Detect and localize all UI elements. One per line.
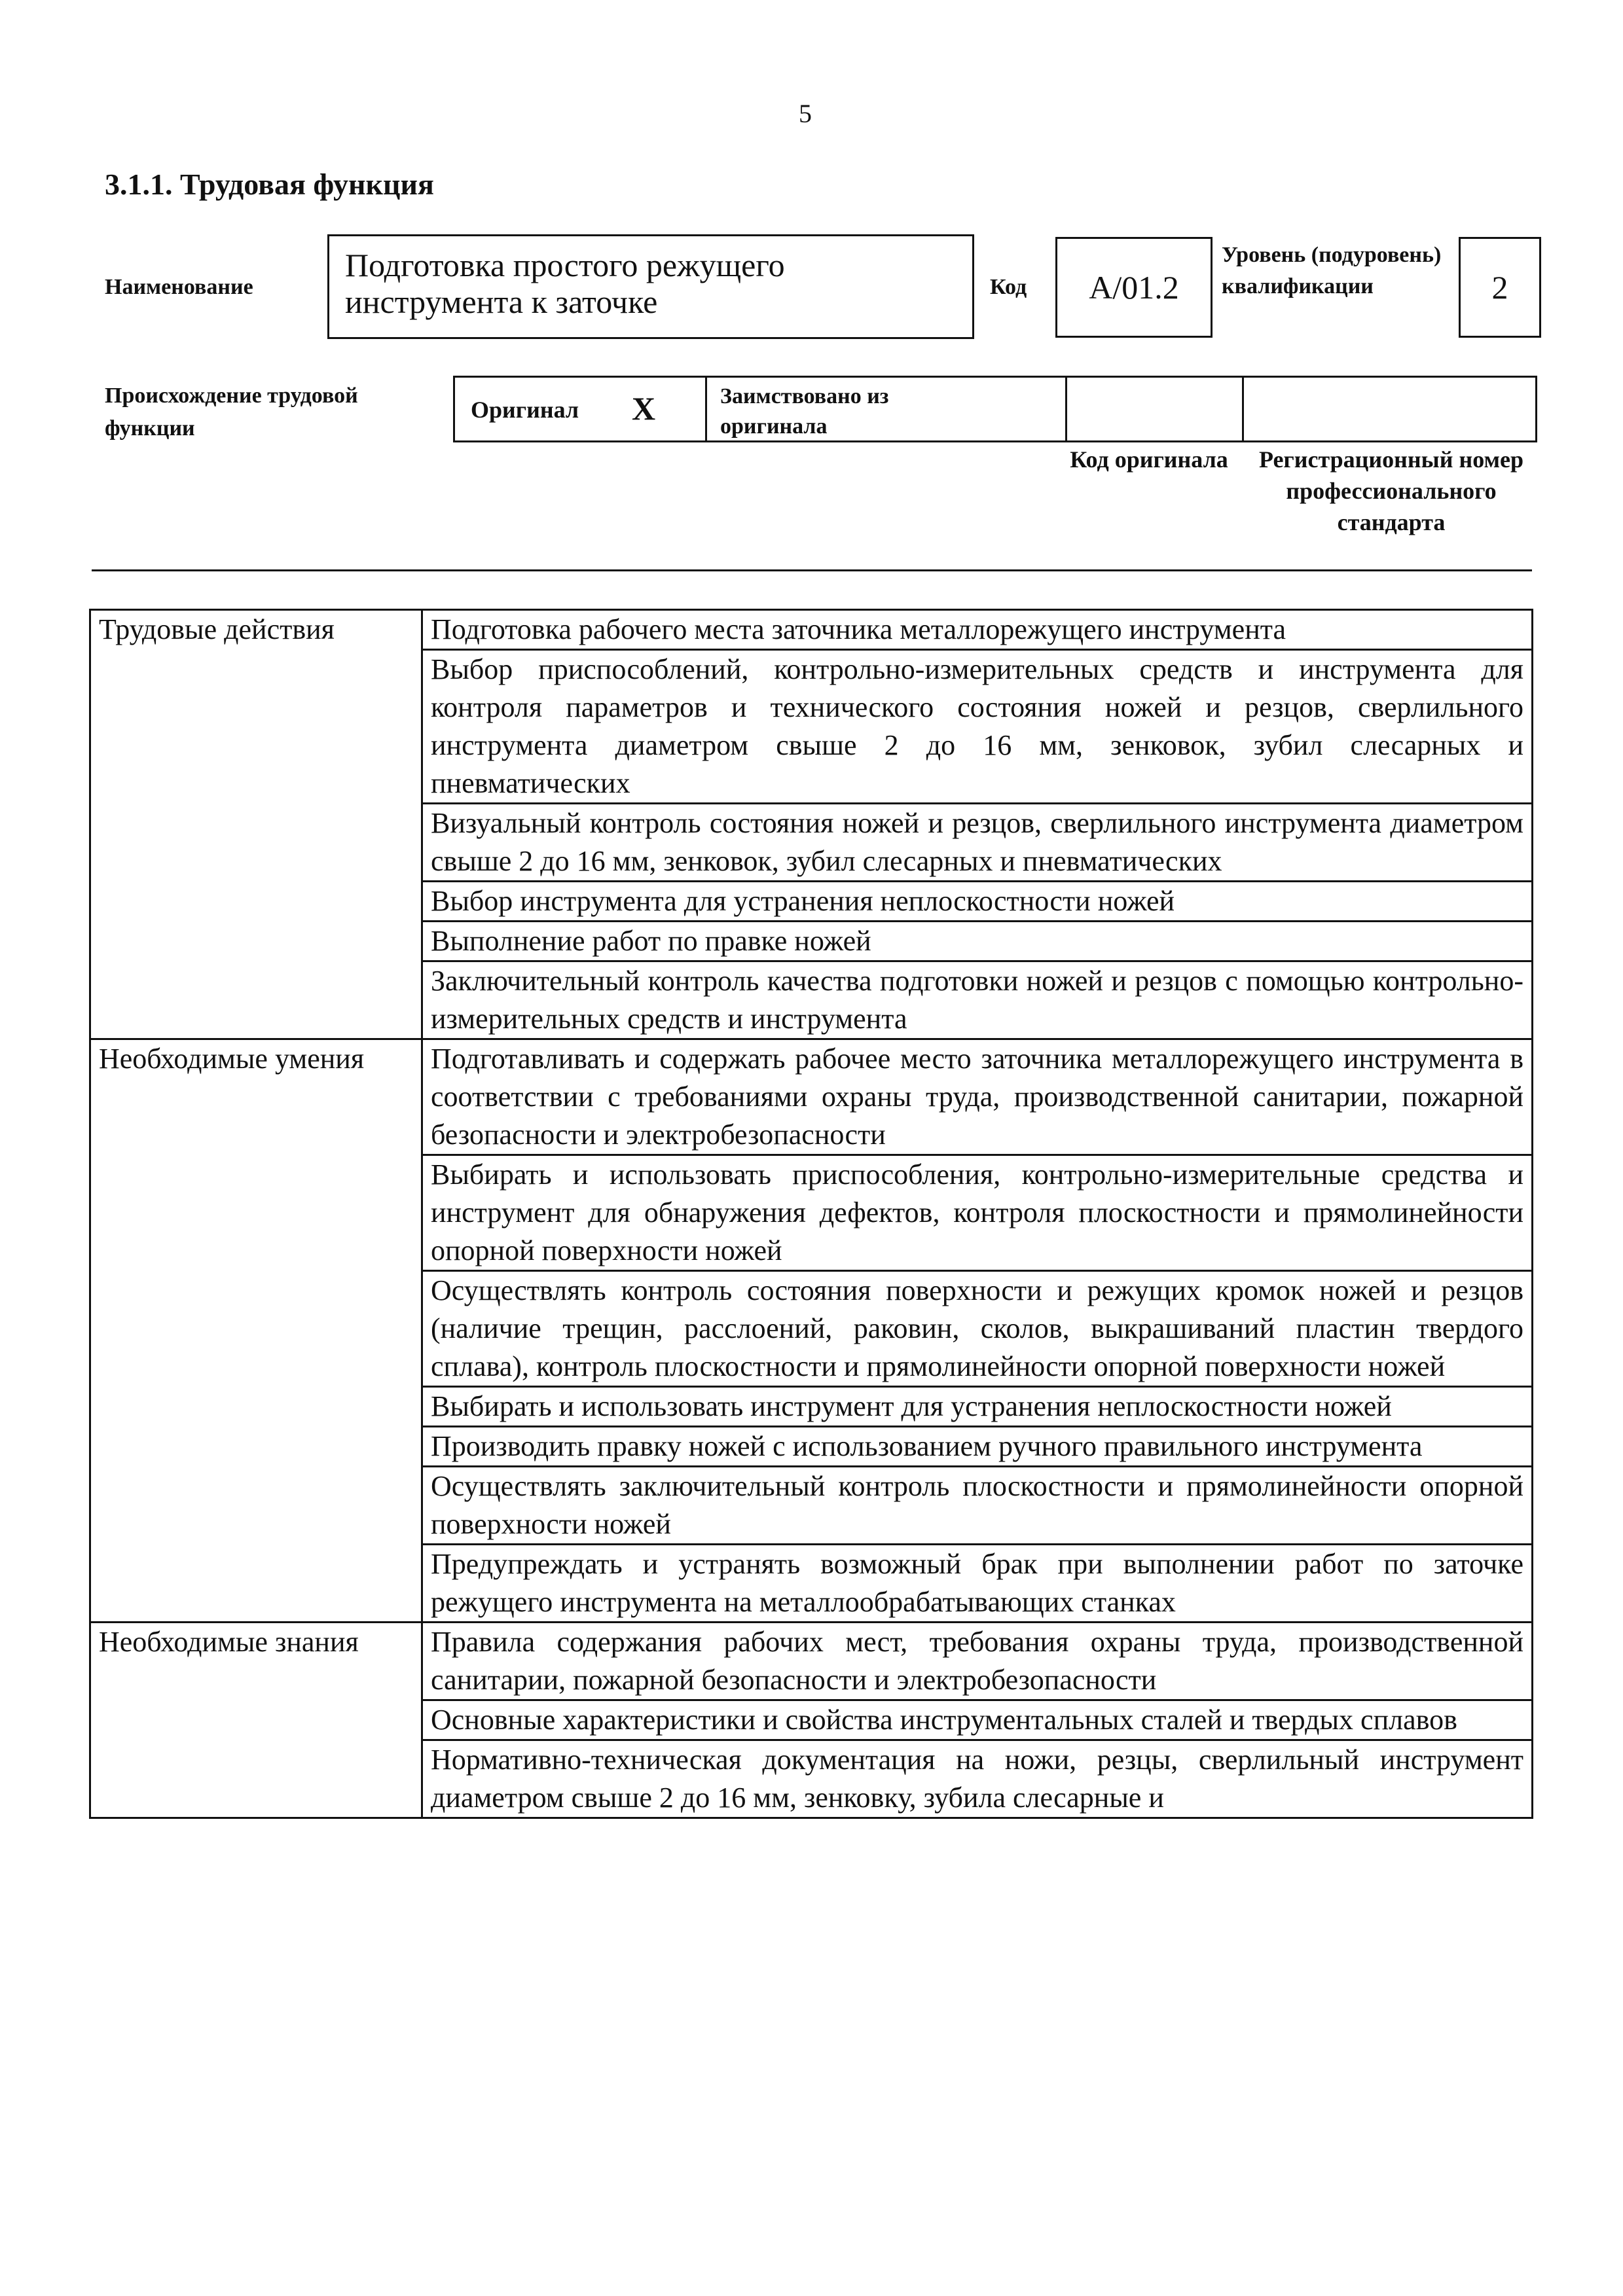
section-item: Правила содержания рабочих мест, требования охраны труда, производственной санитарии, пожарной безопасности и электробезопасности — [422, 1623, 1533, 1700]
original-label: Оригинал — [471, 397, 579, 423]
level-label-text: Уровень (подуровень) квалификации — [1222, 243, 1442, 298]
section-item: Заключительный контроль качества подготовки ножей и резцов с помощью контрольно-измерительных средств и инструмента — [422, 961, 1533, 1039]
section-item: Выбирать и использовать инструмент для устранения неплоскостности ножей — [422, 1387, 1533, 1427]
section-category: Трудовые действия — [90, 610, 422, 1039]
borrowed-label: Заимствовано из оригинала — [720, 384, 889, 439]
table-row — [90, 1623, 1533, 1700]
section-item: Нормативно-техническая документация на ножи, резцы, сверлильный инструмент диаметром свыше 2 до 16 мм, зенковку, зубила слесарные и — [422, 1740, 1533, 1818]
name-value: Подготовка простого режущего инструмента к заточке — [327, 234, 974, 339]
level-value: 2 — [1459, 237, 1541, 338]
section-item: Подготовка рабочего места заточника металлорежущего инструмента — [422, 610, 1533, 650]
section-item: Визуальный контроль состояния ножей и резцов, сверлильного инструмента диаметром свыше 2 до 16 мм, зенковок, зубил слесарных и пневматических — [422, 804, 1533, 882]
section-category: Необходимые умения — [90, 1039, 422, 1623]
separator-line — [92, 569, 1532, 571]
section-category: Необходимые знания — [90, 1623, 422, 1818]
section-item: Подготавливать и содержать рабочее место заточника металлорежущего инструмента в соответствии с требованиями охраны труда, производственной санитарии, пожарной безопасности и электробезопасности — [422, 1039, 1533, 1155]
code-label: Код — [990, 275, 1027, 299]
section-item: Осуществлять заключительный контроль плоскостности и прямолинейности опорной поверхности ножей — [422, 1467, 1533, 1545]
section-item: Выполнение работ по правке ножей — [422, 922, 1533, 961]
section-item: Предупреждать и устранять возможный брак при выполнении работ по заточке режущего инструмента на металлообрабатывающих станках — [422, 1545, 1533, 1623]
level-label — [1222, 240, 1444, 302]
borrowed-cell — [707, 378, 1067, 440]
section-item: Выбирать и использовать приспособления, контрольно-измерительные средства и инструмент для обнаружения дефектов, контроля плоскостности и прямолинейности опорной поверхности ножей — [422, 1155, 1533, 1271]
original-code-cell — [1067, 378, 1244, 440]
section-item: Производить правку ножей с использованием ручного правильного инструмента — [422, 1427, 1533, 1467]
original-mark: X — [632, 390, 656, 427]
origin-strip — [453, 376, 1537, 442]
reg-number-caption: Регистрационный номер профессионального стандарта — [1258, 446, 1524, 535]
section-item: Основные характеристики и свойства инструментальных сталей и твердых сплавов — [422, 1700, 1533, 1740]
section-item: Осуществлять контроль состояния поверхности и режущих кромок ножей и резцов (наличие трещин, расслоений, раковин, сколов, выкрашиваний пластин твердого сплава), контроль плоскостности и прямолинейности опорной поверхности ножей — [422, 1271, 1533, 1387]
section-item: Выбор приспособлений, контрольно-измерительных средств и инструмента для контроля параметров и технического состояния ножей и резцов, сверлильного инструмента диаметром свыше 2 до 16 мм, зенковок, зубил слесарных и пневматических — [422, 650, 1533, 804]
function-table — [89, 609, 1533, 1819]
origin-label-text: Происхождение трудовой функции — [105, 384, 358, 440]
name-label: Наименование — [105, 275, 253, 299]
table-row — [90, 610, 1533, 650]
section-item: Выбор инструмента для устранения неплоскостности ножей — [422, 882, 1533, 922]
code-value: A/01.2 — [1055, 237, 1213, 338]
origin-label — [105, 380, 432, 445]
original-cell — [455, 378, 707, 440]
page-number: 5 — [799, 99, 812, 128]
original-code-caption: Код оригинала — [1070, 446, 1228, 473]
table-row — [90, 1039, 1533, 1155]
section-title: 3.1.1. Трудовая функция — [105, 168, 434, 201]
